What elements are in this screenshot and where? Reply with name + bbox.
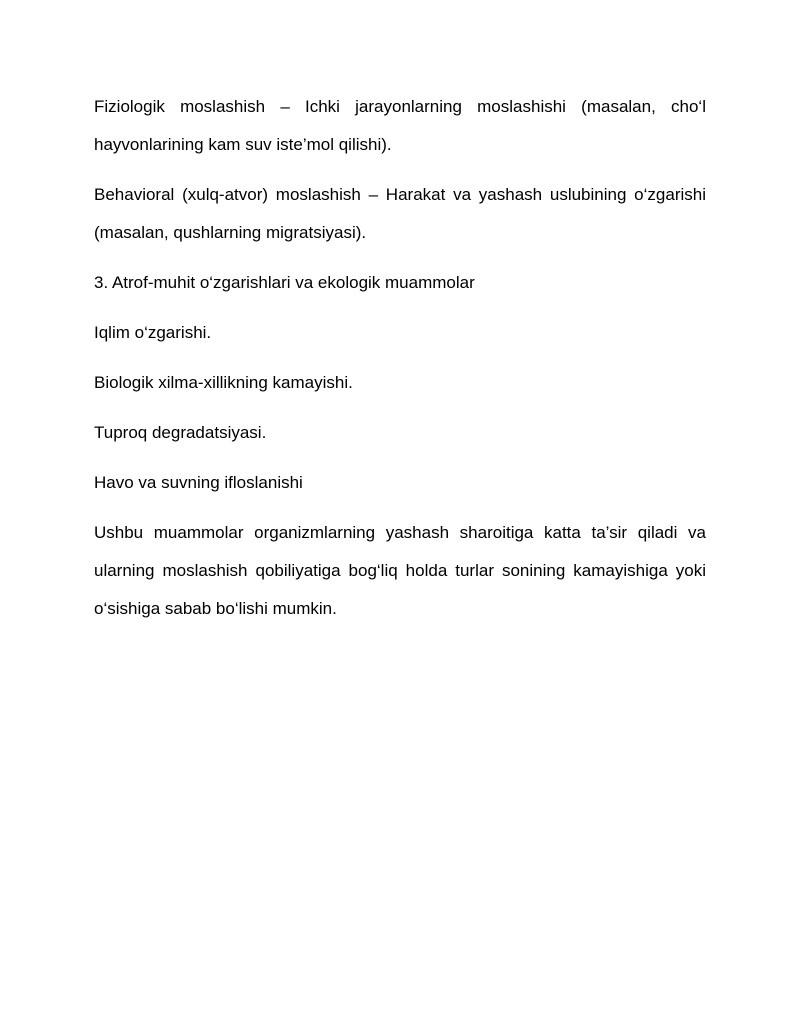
list-item: Havo va suvning ifloslanishi xyxy=(94,473,303,492)
list-item: Iqlim o‘zgarishi. xyxy=(94,323,212,342)
document-body xyxy=(94,88,706,640)
paragraph-conclusion: Ushbu muammolar organizmlarning yashash sharoitiga katta ta’sir qiladi va ularning moslashish qobiliyatiga bog‘liq holda turlar sonining kamayishiga yoki o‘sishiga sabab bo‘lishi mumkin. xyxy=(94,523,706,618)
paragraph-physiological-adaptation: Fiziologik moslashish – Ichki jarayonlarning moslashishi (masalan, cho‘l hayvonlarining kam suv iste’mol qilishi). xyxy=(94,97,706,154)
section-heading: 3. Atrof-muhit o‘zgarishlari va ekologik muammolar xyxy=(94,273,475,292)
list-item: Biologik xilma-xillikning kamayishi. xyxy=(94,373,353,392)
list-item: Tuproq degradatsiyasi. xyxy=(94,423,267,442)
paragraph-behavioral-adaptation: Behavioral (xulq-atvor) moslashish – Harakat va yashash uslubining o‘zgarishi (masalan, qushlarning migratsiyasi). xyxy=(94,185,706,242)
